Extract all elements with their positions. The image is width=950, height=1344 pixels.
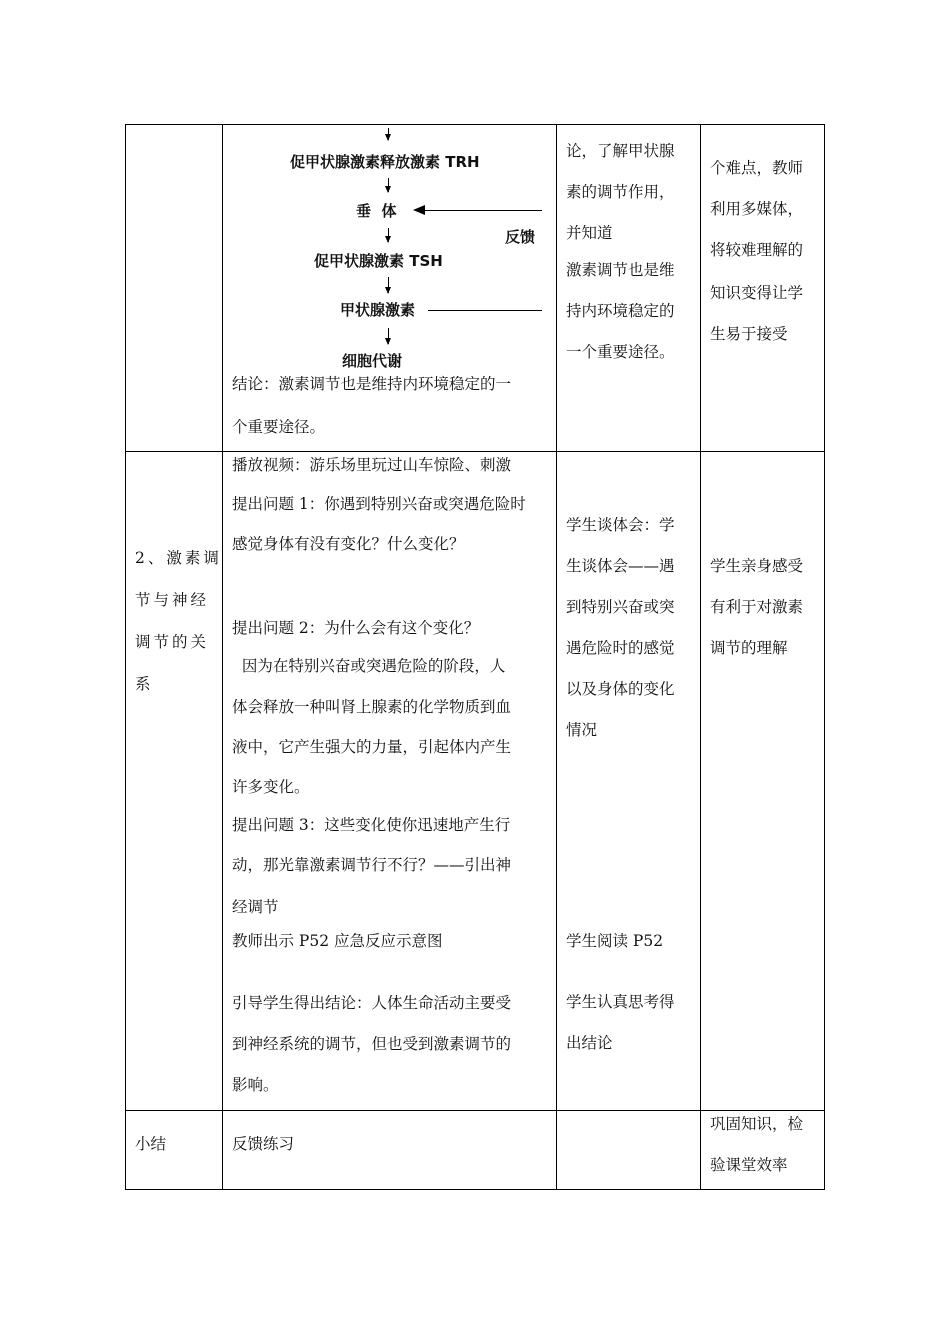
- thyroxine-node: 甲状腺激素: [340, 301, 416, 319]
- teacher-line: 动，那光靠激素调节行不行？——引出神: [232, 856, 512, 874]
- table-border-bottom: [125, 1189, 825, 1190]
- arrow-down-icon: [388, 228, 389, 242]
- column-divider-1: [222, 124, 223, 1190]
- intent-line: 学生亲身感受: [710, 557, 804, 575]
- pituitary-node: 垂 体: [356, 202, 397, 220]
- student-line: 激素调节也是维: [566, 261, 675, 279]
- intent-line: 知识变得让学: [710, 284, 804, 302]
- teacher-line: 播放视频：游乐场里玩过山车惊险、刺激: [232, 456, 512, 474]
- metabolism-node: 细胞代谢: [342, 352, 403, 370]
- stage-line: 节与神经: [135, 591, 210, 609]
- conclusion-line: 个重要途径。: [232, 418, 326, 436]
- teacher-line: 提出问题 2：为什么会有这个变化？: [232, 619, 480, 637]
- student-line: 情况: [566, 721, 598, 739]
- feedback-label: 反馈: [505, 228, 536, 246]
- arrow-down-icon: [388, 128, 389, 140]
- row-divider-2: [125, 1110, 825, 1111]
- student-line: 遇危险时的感觉: [566, 639, 675, 657]
- teacher-line: 提出问题 3：这些变化使你迅速地产生行: [232, 816, 511, 834]
- student-line: 素的调节作用，: [566, 183, 675, 201]
- teacher-line: 影响。: [232, 1076, 279, 1094]
- student-line: 出结论: [566, 1034, 613, 1052]
- stage-line: 调节的关: [135, 633, 210, 651]
- teacher-line: 引导学生得出结论：人体生命活动主要受: [232, 994, 512, 1012]
- column-divider-3: [700, 124, 701, 1190]
- arrow-down-icon: [388, 178, 389, 192]
- student-line: 并知道: [566, 224, 613, 242]
- teacher-line: 因为在特别兴奋或突遇危险的阶段，人: [232, 657, 506, 675]
- row-divider-1: [125, 451, 825, 452]
- tsh-node: 促甲状腺激素 TSH: [314, 252, 443, 270]
- student-line: 学生认真思考得: [566, 993, 675, 1011]
- table-border-right: [824, 124, 825, 1190]
- feedback-line-bottom: [428, 310, 542, 311]
- row3-teacher-activity: 反馈练习: [232, 1135, 295, 1153]
- student-line: 学生谈体会：学: [566, 516, 675, 534]
- student-line: 以及身体的变化: [566, 680, 675, 698]
- teacher-line: 经调节: [232, 898, 279, 916]
- intent-line: 验课堂效率: [710, 1156, 788, 1174]
- arrow-down-icon: [388, 328, 389, 344]
- stage-line: 2、激素调: [135, 549, 222, 567]
- table-border-left: [125, 124, 126, 1190]
- teacher-line: 体会释放一种叫肾上腺素的化学物质到血: [232, 698, 512, 716]
- feedback-line-top: [424, 210, 542, 211]
- stage-line: 系: [135, 675, 151, 693]
- intent-line: 有利于对激素: [710, 598, 804, 616]
- student-line: 生谈体会——遇: [566, 557, 675, 575]
- teacher-line: 感觉身体有没有变化？什么变化？: [232, 535, 465, 553]
- intent-line: 调节的理解: [710, 639, 788, 657]
- column-divider-2: [556, 124, 557, 1190]
- teacher-line: 到神经系统的调节，但也受到激素调节的: [232, 1035, 512, 1053]
- student-line: 论，了解甲状腺: [566, 142, 675, 160]
- row3-stage: 小结: [135, 1135, 167, 1153]
- teacher-line: 许多变化。: [232, 778, 310, 796]
- student-line: 学生阅读 P52: [566, 932, 664, 950]
- teacher-line: 液中，它产生强大的力量，引起体内产生: [232, 738, 512, 756]
- teacher-line: 提出问题 1：你遇到特别兴奋或突遇危险时: [232, 495, 526, 513]
- teacher-line: 教师出示 P52 应急反应示意图: [232, 932, 443, 950]
- intent-line: 个难点，教师: [710, 159, 804, 177]
- intent-line: 生易于接受: [710, 325, 788, 343]
- intent-line: 利用多媒体，: [710, 200, 804, 218]
- intent-line: 将较难理解的: [710, 241, 804, 259]
- table-border-top: [125, 124, 825, 125]
- trh-node: 促甲状腺激素释放激素 TRH: [290, 153, 480, 171]
- intent-line: 巩固知识，检: [710, 1115, 804, 1133]
- arrow-down-icon: [388, 277, 389, 293]
- conclusion-line: 结论：激素调节也是维持内环境稳定的一: [232, 375, 512, 393]
- student-line: 一个重要途径。: [566, 343, 675, 361]
- student-line: 到特别兴奋或突: [566, 598, 675, 616]
- student-line: 持内环境稳定的: [566, 302, 675, 320]
